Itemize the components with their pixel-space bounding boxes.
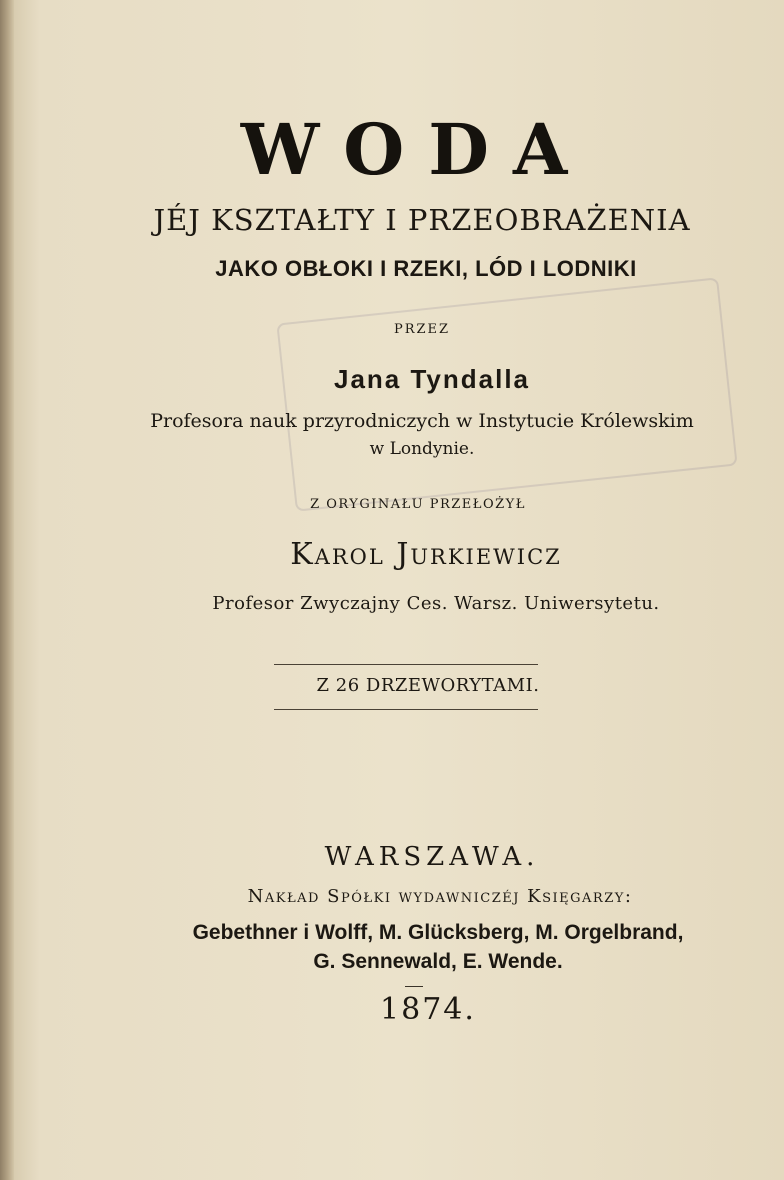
translator-role: Profesor Zwyczajny Ces. Warsz. Uniwersytetu.: [212, 593, 660, 614]
author-role-line-2: w Londynie.: [369, 439, 475, 459]
woodcuts-note: Z 26 DRZEWORYTAMI.: [316, 675, 540, 696]
year-divider: [405, 986, 423, 987]
divider-bottom: [274, 709, 538, 710]
publication-year: 1874.: [380, 992, 476, 1027]
author-role-line-1: Profesora nauk przyrodniczych w Instytucie Królewskim: [150, 410, 694, 432]
publication-city: WARSZAWA.: [324, 842, 540, 872]
book-subtitle: JÉJ KSZTAŁTY I PRZEOBRAŻENIA: [153, 203, 691, 237]
by-label: PRZEZ: [393, 322, 451, 337]
divider-top: [274, 664, 538, 665]
publisher-line: Nakład Spółki wydawniczéj Księgarzy:: [247, 886, 633, 907]
booksellers-line-2: G. Sennewald, E. Wende.: [313, 950, 563, 973]
book-subtitle-secondary: JAKO OBŁOKI I RZEKI, LÓD I LODNIKI: [215, 256, 637, 281]
book-title: WODA: [240, 108, 592, 191]
translator-name: Karol Jurkiewicz: [290, 537, 562, 572]
author-name: Jana Tyndalla: [333, 364, 531, 394]
translated-by-label: Z ORYGINAŁU PRZEŁOŻYŁ: [310, 497, 526, 512]
booksellers-line-1: Gebethner i Wolff, M. Glücksberg, M. Orgelbrand,: [192, 921, 684, 944]
